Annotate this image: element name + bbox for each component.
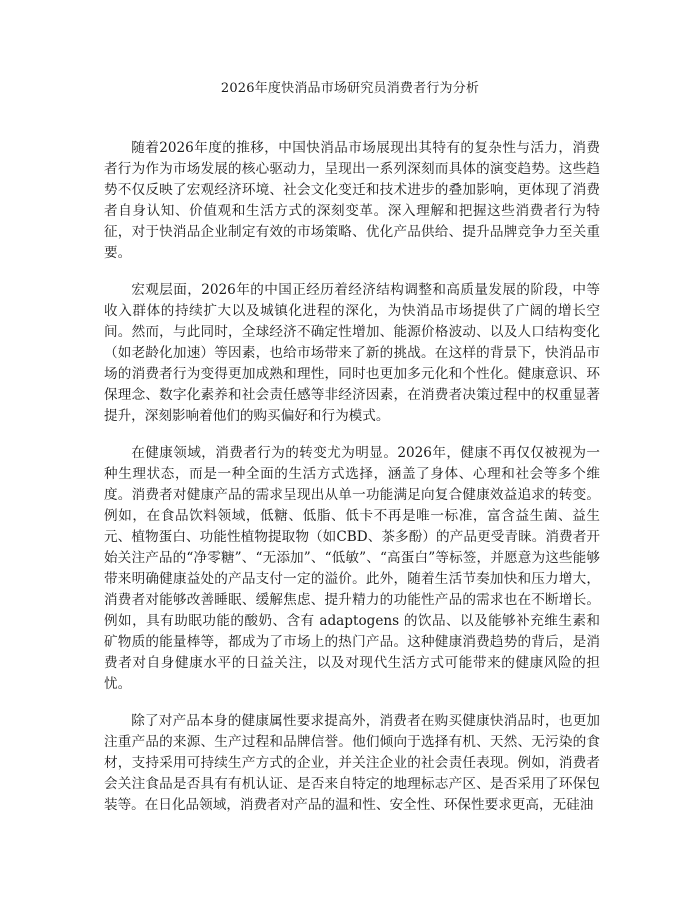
document-title: 2026年度快消品市场研究员消费者行为分析 (220, 81, 480, 96)
paragraph-4: 除了对产品本身的健康属性要求提高外，消费者在购买健康快消品时，也更加注重产品的来源、生产过程和品牌信誉。他们倾向于选择有机、天然、无污染的食材，支持采用可持续生产方式的企业，并关注企业的社会责任表现。例如，消费者会关注食品是否具有有机认证、是否来自特定的地理标志产区、是否采用了环保包装等。在日化品领域，消费者对产品的温和性、安全性、环保性要求更高，无硅油 (104, 713, 600, 813)
document-body (104, 138, 600, 832)
paragraph-2: 宏观层面，2026年的中国正经历着经济结构调整和高质量发展的阶段，中等收入群体的持续扩大以及城镇化进程的深化，为快消品市场提供了广阔的增长空间。然而，与此同时，全球经济不确定性增加、能源价格波动、以及人口结构变化（如老龄化加速）等因素，也给市场带来了新的挑战。在这样的背景下，快消品市场的消费者行为变得更加成熟和理性，同时也更加多元化和个性化。健康意识、环保理念、数字化素养和社会责任感等非经济因素，在消费者决策过程中的权重显著提升，深刻影响着他们的购买偏好和行为模式。 (104, 282, 600, 424)
paragraph-3: 在健康领域，消费者行为的转变尤为明显。2026年，健康不再仅仅被视为一种生理状态，而是一种全面的生活方式选择，涵盖了身体、心理和社会等多个维度。消费者对健康产品的需求呈现出从单一功能满足向复合健康效益追求的转变。例如，在食品饮料领域，低糖、低脂、低卡不再是唯一标准，富含益生菌、益生元、植物蛋白、功能性植物提取物（如CBD、茶多酚）的产品更受青睐。消费者开始关注产品的“净零糖”、“无添加”、“低敏”、“高蛋白”等标签，并愿意为这些能够带来明确健康益处的产品支付一定的溢价。此外，随着生活节奏加快和压力增大，消费者对能够改善睡眠、缓解焦虑、提升精力的功能性产品的需求也在不断增长。例如，具有助眠功能的酸奶、含有 adaptogens 的饮品、以及能够补充维生素和矿物质的能量棒等，都成为了市场上的热门产品。这种健康消费趋势的背后，是消费者对自身健康水平的日益关注，以及对现代生活方式可能带来的健康风险的担忧。 (104, 445, 600, 692)
paragraph-1: 随着2026年度的推移，中国快消品市场展现出其特有的复杂性与活力，消费者行为作为市场发展的核心驱动力，呈现出一系列深刻而具体的演变趋势。这些趋势不仅反映了宏观经济环境、社会文化变迁和技术进步的叠加影响，更体现了消费者自身认知、价值观和生活方式的深刻变革。深入理解和把握这些消费者行为特征，对于快消品企业制定有效的市场策略、优化产品供给、提升品牌竞争力至关重要。 (104, 140, 600, 261)
